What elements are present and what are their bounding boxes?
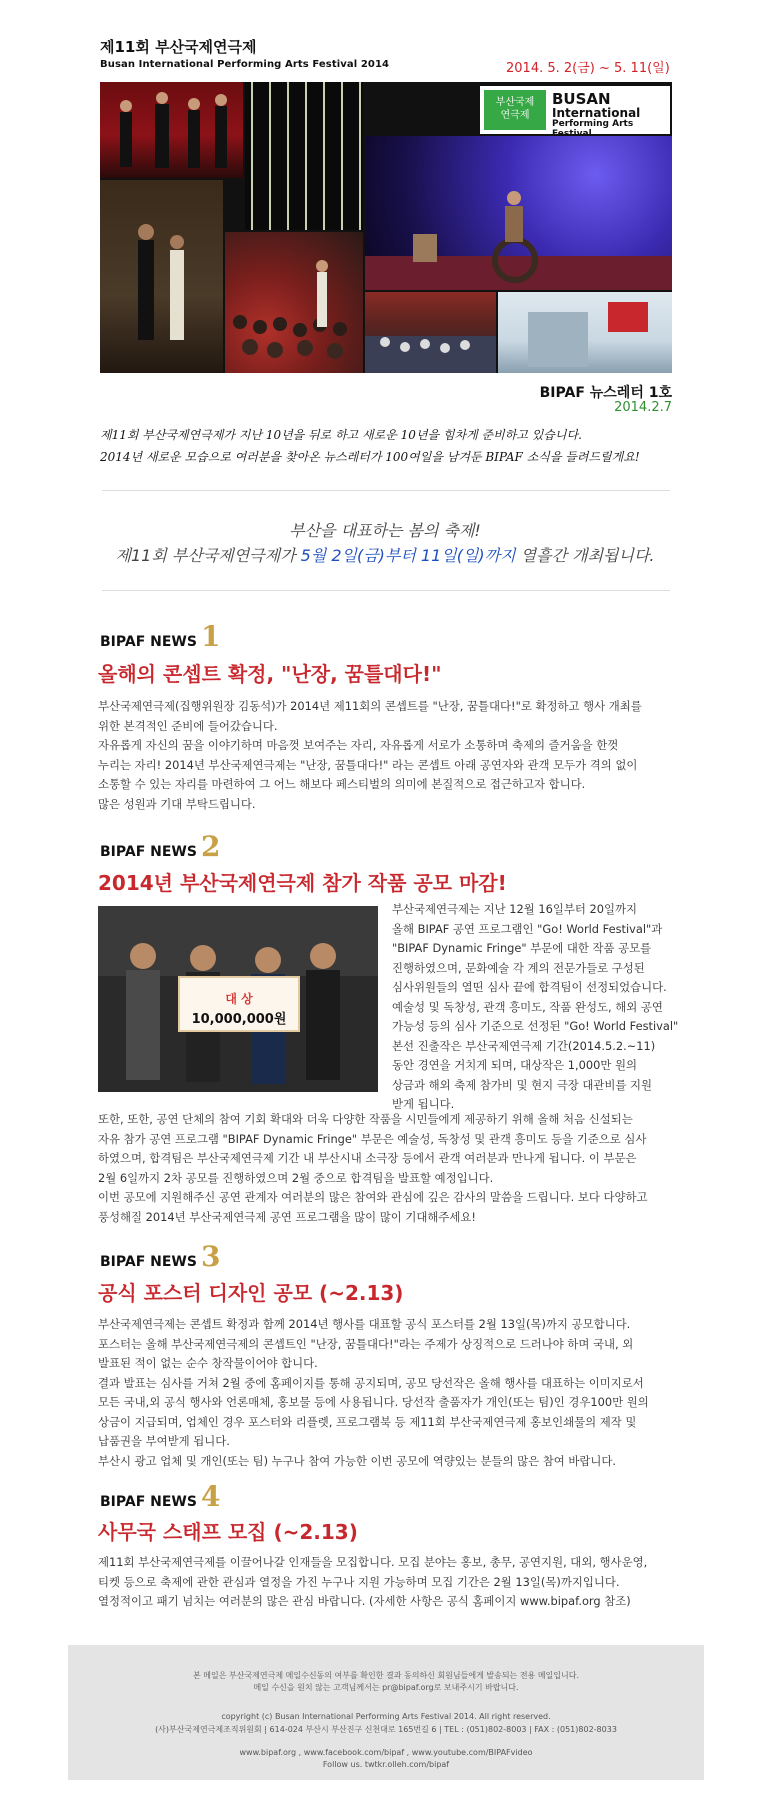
news-2-side-line: 예술성 및 독창성, 관객 흥미도, 작품 완성도, 해외 공연 bbox=[392, 999, 663, 1014]
news-2-body bbox=[98, 1110, 678, 1227]
news-2-line: 2월 6일까지 2차 공모를 진행하였으며 2월 중으로 합격팀을 발표할 예정입니다. bbox=[98, 1170, 494, 1185]
news-2-side-line: 가능성 등의 심사 기준으로 선정된 "Go! World Festival" bbox=[392, 1019, 679, 1033]
news-3-label: BIPAF NEWS bbox=[100, 1254, 197, 1270]
logo-badge: 부산국제 연극제 bbox=[484, 90, 546, 130]
footer-address: (사)부산국제연극제조직위원회 | 614-024 부산시 부산진구 신천대로 165번길 6 | TEL : (051)802-8003 | FAX : (051)802-8033 bbox=[155, 1725, 617, 1734]
newsletter-date: 2014.2.7 bbox=[614, 400, 672, 415]
prize-board bbox=[178, 976, 300, 1032]
acrobat-performers-photo bbox=[100, 180, 223, 373]
news-2-headline: 2014년 부산국제연극제 참가 작품 공모 마감! bbox=[98, 871, 507, 895]
news-4-line: 열정적이고 패기 넘치는 여러분의 많은 관심 바랍니다. (자세한 사항은 공식 홈페이지 www.bipaf.org 참조) bbox=[98, 1594, 631, 1608]
news-4-line: 티켓 등으로 축제에 관한 관심과 열정을 가진 누구나 지원 가능하며 모집 기간은 2월 13일(목)까지입니다. bbox=[98, 1574, 620, 1589]
promo-prefix: 제11회 부산국제연극제가 bbox=[115, 546, 301, 565]
news-2-side-line: 진행하였으며, 문화예술 각 계의 전문가들로 구성된 bbox=[392, 960, 645, 975]
news-2-number: 2 bbox=[200, 830, 221, 863]
festival-photo-collage bbox=[100, 82, 672, 373]
footer-links[interactable]: www.bipaf.org , www.facebook.com/bipaf , www.youtube.com/BIPAFvideo bbox=[239, 1748, 533, 1757]
news-2-line: 풍성해질 2014년 부산국제연극제 공연 프로그램을 많이 많이 기대해주세요! bbox=[98, 1209, 476, 1224]
news-2-side-body bbox=[392, 900, 678, 1115]
news-1-label-row bbox=[100, 620, 220, 653]
logo-text-busan: BUSAN bbox=[552, 90, 611, 108]
news-3-line: 결과 발표는 심사를 거쳐 2월 중에 홈페이지를 통해 공지되며, 공모 당선작은 올해 행사를 대표하는 이미지로서 bbox=[98, 1375, 644, 1390]
divider-bottom bbox=[102, 590, 670, 591]
news-1-line: 위한 본격적인 준비에 들어갔습니다. bbox=[98, 718, 278, 733]
news-2-line: 또한, 또한, 공연 단체의 참여 기회 확대와 더욱 다양한 작품을 시민들에게 제공하기 위해 올해 처음 신설되는 bbox=[98, 1112, 633, 1126]
news-1-line: 자유롭게 자신의 꿈을 이야기하며 마음껏 보여주는 자리, 자유롭게 서로가 소통하며 축제의 즐거움을 한껏 bbox=[98, 738, 619, 752]
intro-line-1: 제11회 부산국제연극제가 지난 10년을 뒤로 하고 새로운 10년을 힘차게 준비하고 있습니다. bbox=[100, 428, 582, 442]
news-4-line: 제11회 부산국제연극제를 이끌어나갈 인재들을 모집합니다. 모집 분야는 홍보, 총무, 공연지원, 대외, 행사운영, bbox=[98, 1555, 648, 1569]
footer-copyright: copyright (c) Busan International Performing Arts Festival 2014. All right reserved. bbox=[221, 1712, 551, 1721]
news-3-line: 부산국제연극제는 콘셉트 확정과 함께 2014년 행사를 대표할 공식 포스터를 2월 13일(목)까지 공모합니다. bbox=[98, 1317, 631, 1331]
news-4-headline: 사무국 스태프 모집 (~2.13) bbox=[98, 1520, 358, 1544]
news-2-label: BIPAF NEWS bbox=[100, 844, 197, 860]
intro-line-2: 2014년 새로운 모습으로 여러분을 찾아온 뉴스레터가 100여일을 남겨둔 BIPAF 소식을 들려드릴게요! bbox=[100, 450, 640, 464]
prize-board-title: 대 상 bbox=[225, 992, 253, 1006]
news-2-side-line: 상금과 해외 축제 참가비 및 현지 극장 대관비를 지원 bbox=[392, 1077, 653, 1092]
news-3-line: 상금이 지급되며, 업체인 경우 포스터와 리플렛, 프로그램북 등 제11회 부산국제연극제 홍보인쇄물의 제작 및 bbox=[98, 1414, 637, 1429]
divider-top bbox=[102, 490, 670, 491]
news-1-line: 소통할 수 있는 자리를 마련하여 그 어느 해보다 페스티벌의 의미에 본질적으로 접근하고자 합니다. bbox=[98, 777, 586, 791]
logo-text-performing: Performing Arts Festival bbox=[552, 119, 634, 139]
news-2-side-line: 심사위원들의 열띤 심사 끝에 합격팀이 선정되었습니다. bbox=[392, 980, 667, 994]
footer-unsubscribe[interactable]: 메일 수신을 원치 않는 고객님께서는 pr@bipaf.org로 보내주시기 바랍니다. bbox=[253, 1683, 519, 1692]
news-2-side-line: 부산국제연극제는 지난 12월 16일부터 20일까지 bbox=[392, 902, 638, 916]
festival-subtitle: Busan International Performing Arts Festival 2014 bbox=[100, 59, 390, 70]
news-4-label-row bbox=[100, 1480, 220, 1513]
crowd-event-photo bbox=[365, 292, 496, 373]
news-3-line: 포스터는 올해 부산국제연극제의 콘셉트인 "난장, 꿈틀대다!"라는 주제가 상징적으로 드러나야 하며 국내, 외 bbox=[98, 1336, 634, 1351]
news-3-line: 모든 국내,외 공식 행사와 언론매체, 홍보물 등에 사용됩니다. 당선작 출품자가 개인(또는 팀)인 경우100만 원의 bbox=[98, 1395, 649, 1409]
news-2-label-row bbox=[100, 830, 220, 863]
news-3-number: 3 bbox=[200, 1240, 221, 1273]
festival-date: 2014. 5. 2(금) ~ 5. 11(일) bbox=[506, 61, 670, 76]
news-2-line: 하였으며, 합격팀은 부산국제연극제 기간 내 부산시내 소극장 등에서 관객 여러분과 만나게 됩니다. 이 부문은 bbox=[98, 1151, 637, 1165]
promo-highlight: 5월 2일(금)부터 11일(일)까지 bbox=[300, 546, 516, 565]
violin-performers-photo bbox=[100, 82, 243, 178]
news-1-number: 1 bbox=[200, 620, 221, 653]
news-3-line: 부산시 광고 업체 및 개인(또는 팀) 누구나 참여 가능한 이번 공모에 역량있는 분들의 많은 참여 바랍니다. bbox=[98, 1453, 616, 1468]
footer bbox=[68, 1645, 704, 1780]
news-1-line: 누리는 자리! 2014년 부산국제연극제는 "난장, 꿈틀대다!" 라는 콘셉트 아래 공연자와 관객 모두가 격의 없이 bbox=[98, 757, 638, 772]
award-ceremony-photo bbox=[98, 906, 378, 1092]
news-2-side-line: 본선 진출작은 부산국제연극제 기간(2014.5.2.~11) bbox=[392, 1038, 656, 1053]
news-4-label: BIPAF NEWS bbox=[100, 1494, 197, 1510]
news-3-line: 납품권을 부여받게 됩니다. bbox=[98, 1434, 230, 1448]
newsletter-title: BIPAF 뉴스레터 1호 bbox=[539, 385, 672, 401]
news-1-line: 부산국제연극제(집행위원장 김동석)가 2014년 제11회의 콘셉트를 "난장, 꿈틀대다!"로 확정하고 행사 개최를 bbox=[98, 699, 642, 713]
news-2-side-line: 받게 됩니다. bbox=[392, 1097, 455, 1111]
performers-silhouette-icon bbox=[100, 82, 243, 178]
news-1-label: BIPAF NEWS bbox=[100, 634, 197, 650]
news-3-line: 발표된 적이 없는 순수 창작물이어야 합니다. bbox=[98, 1356, 318, 1370]
news-2-line: 자유 참가 공연 프로그램 "BIPAF Dynamic Fringe" 부문은 예술성, 독창성 및 관객 흥미도 등을 기준으로 심사 bbox=[98, 1131, 647, 1146]
logo-text-international: International bbox=[552, 106, 641, 120]
footer-notice: 본 메일은 부산국제연극제 메일수신동의 여부를 확인한 결과 동의하신 회원님들에게 발송되는 전용 메일입니다. bbox=[193, 1671, 579, 1680]
prize-board-amount: 10,000,000원 bbox=[191, 1012, 287, 1027]
news-2-side-line: 올해 BIPAF 공연 프로그램인 "Go! World Festival"과 bbox=[392, 921, 663, 936]
street-event-photo bbox=[498, 292, 672, 373]
news-2-side-line: 동안 경연을 거치게 되며, 대상작은 1,000만 원의 bbox=[392, 1058, 638, 1072]
stage-lines-photo bbox=[245, 82, 363, 230]
news-4-body bbox=[98, 1553, 678, 1612]
festival-title: 제11회 부산국제연극제 bbox=[100, 38, 257, 56]
news-2-line: 이번 공모에 지원해주신 공연 관계자 여러분의 많은 참여와 관심에 깊은 감사의 말씀을 드립니다. 보다 다양하고 bbox=[98, 1190, 648, 1204]
promo-line-1: 부산을 대표하는 봄의 축제! bbox=[289, 521, 481, 540]
footer-follow-link[interactable]: Follow us. twtkr.olleh.com/bipaf bbox=[322, 1760, 450, 1769]
promo-line-2 bbox=[0, 543, 770, 566]
news-1-line: 많은 성원과 기대 부탁드립니다. bbox=[98, 796, 256, 811]
news-3-label-row bbox=[100, 1240, 220, 1273]
stage-performance-photo bbox=[365, 136, 672, 290]
news-3-headline: 공식 포스터 디자인 공모 (~2.13) bbox=[98, 1281, 404, 1305]
news-1-headline: 올해의 콘셉트 확정, "난장, 꿈틀대다!" bbox=[98, 662, 442, 686]
news-2-side-line: "BIPAF Dynamic Fringe" 부문에 대한 작품 공모를 bbox=[392, 941, 652, 955]
news-3-body bbox=[98, 1315, 678, 1471]
bipaf-logo bbox=[480, 86, 670, 139]
news-4-number: 4 bbox=[200, 1480, 221, 1513]
news-1-body bbox=[98, 697, 678, 814]
audience-photo bbox=[225, 232, 363, 373]
promo-suffix: 열흘간 개최됩니다. bbox=[515, 546, 655, 565]
